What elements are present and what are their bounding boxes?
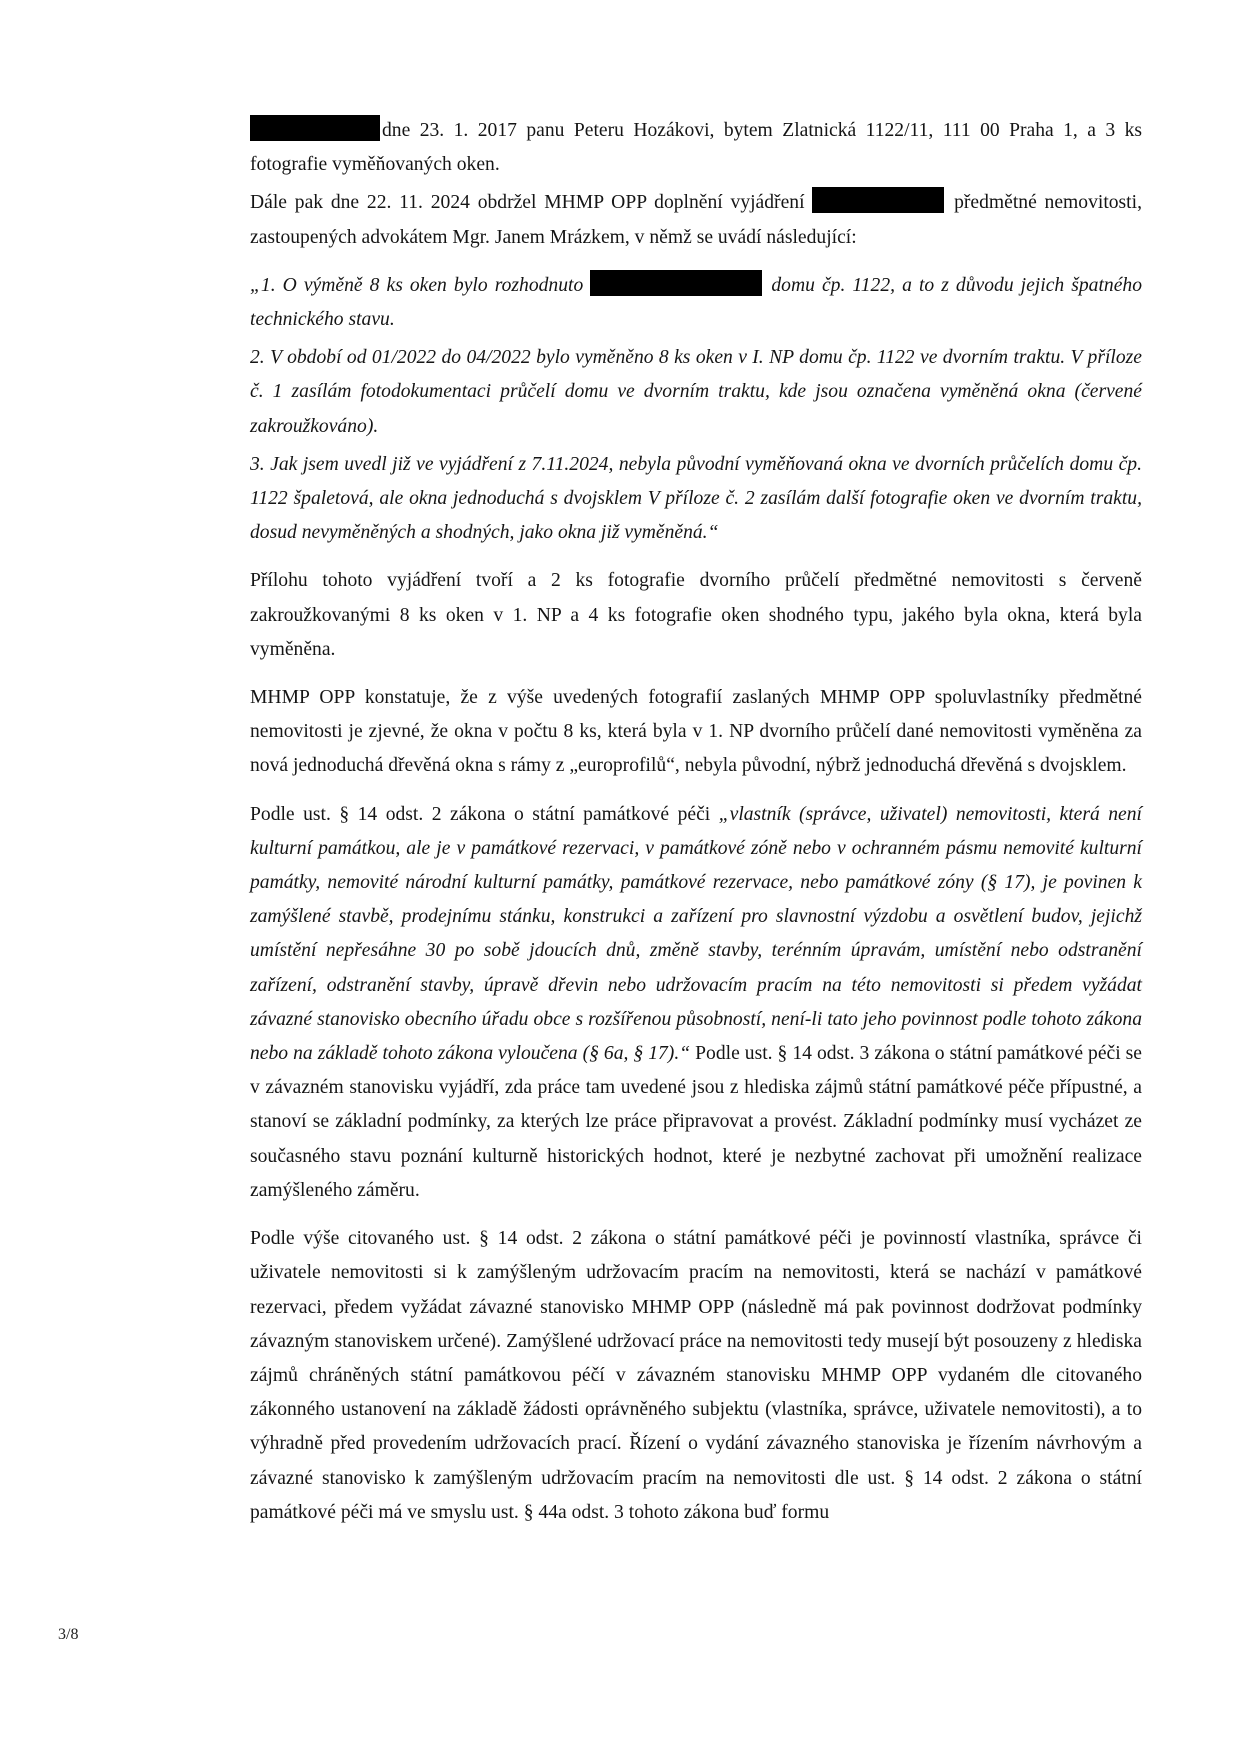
legal-quote: „vlastník (správce, uživatel) nemovitosti, která není kulturní památkou, ale je v památkové rezervaci, v památkové zóně nebo v ochranném pásmu nemovité kulturní památky, nemovité národní kulturní památky, památkové rezervace, nebo památkové zóny (§ 17), je povinen k zamýšlené stavbě, prodejnímu stánku, konstrukci a zařízení pro slavnostní výzdobu a osvětlení budov, jejichž umístění nepřesáhne 30 po sobě jdoucích dnů, změně stavby, terénním úpravám, umístění nebo odstranění zařízení, odstranění stavby, úpravě dřevin nebo udržovacím pracím na této nemovitosti si předem vyžádat závazné stanovisko obecního úřadu obce s rozšířenou působností, není-li tato jeho povinnost podle tohoto zákona nebo na základě tohoto zákona vyloučena (§ 6a, § 17).“: [250, 803, 1142, 1065]
paragraph-text: Podle ust. § 14 odst. 2 zákona o státní památkové péči: [250, 803, 711, 825]
redaction-block: [812, 187, 944, 213]
body-text: [250, 114, 1142, 1544]
paragraph-text: Podle ust. § 14 odst. 3 zákona o státní památkové péči se v závazném stanovisku vyjádří, zda práce tam uvedené jsou z hlediska zájmů státní památkové péče přípustné, a stanoví se základní podmínky, za kterých lze práce připravovat a provést. Základní podmínky musí vycházet ze současného stavu poznání kulturně historických hodnot, které je nezbytné zachovat při umožnění realizace zamýšleného záměru.: [250, 1043, 1142, 1201]
paragraph-supplement-statement: [250, 186, 1142, 254]
quote-item-1: [250, 269, 1142, 337]
paragraph-attachment: Přílohu tohoto vyjádření tvoří a 2 ks fotografie dvorního průčelí předmětné nemovitosti s červeně zakroužkovanými 8 ks oken v 1. NP a 4 ks fotografie oken shodného typu, jakého byla okna, která byla vyměněna.: [250, 570, 1142, 660]
paragraph-legal-basis: [250, 798, 1142, 1208]
quote-text: „1. O výměně 8 ks oken bylo rozhodnuto: [250, 274, 584, 296]
quote-item-3: 3. Jak jsem uvedl již ve vyjádření z 7.11.2024, nebyla původní vyměňovaná okna ve dvorních průčelích domu čp. 1122 špaletová, ale okna jednoduchá s dvojsklem V příloze č. 2 zasílám další fotografie oken ve dvorním traktu, dosud nevyměněných a shodných, jako okna již vyměněná.“: [250, 453, 1142, 544]
quote-text: domu čp. 1122, a to z důvodu jejich špatného technického stavu.: [250, 274, 1142, 331]
quote-item-2: 2. V období od 01/2022 do 04/2022 bylo vyměněno 8 ks oken v I. NP domu čp. 1122 ve dvorním traktu. V příloze č. 1 zasílám fotodokumentaci průčelí domu ve dvorním traktu, kde jsou označena vyměněná okna (červené zakroužkováno).: [250, 347, 1142, 437]
redaction-block: [250, 115, 380, 141]
paragraph-text: předmětné nemovitosti, zastoupených advokátem Mgr. Janem Mrázkem, v němž se uvádí následující:: [250, 192, 1142, 248]
paragraph-text: dne 23. 1. 2017 panu Peteru Hozákovi, bytem Zlatnická 1122/11, 111 00 Praha 1, a 3 ks fotografie vyměňovaných oken.: [250, 120, 1142, 176]
paragraph-letter-reference: [250, 114, 1142, 182]
paragraph-obligation: Podle výše citovaného ust. § 14 odst. 2 zákona o státní památkové péči je povinností vlastníka, správce či uživatele nemovitosti si k zamýšleným udržovacím pracím na nemovitosti, která se nachází v památkové rezervaci, předem vyžádat závazné stanovisko MHMP OPP (následně má pak povinnost dodržovat podmínky závazným stanoviskem určené). Zamýšlené udržovací práce na nemovitosti tedy musejí být posouzeny z hlediska zájmů chráněných státní památkovou péčí v závazném stanovisku MHMP OPP vydaném dle citovaného zákonného ustanovení na základě žádosti oprávněného subjektu (vlastníka, správce, uživatele nemovitosti), a to výhradně před provedením udržovacích prací. Řízení o vydání závazného stanoviska je řízením návrhovým a závazné stanovisko k zamýšleným udržovacím pracím na nemovitosti dle ust. § 14 odst. 2 zákona o státní památkové péči má ve smyslu ust. § 44a odst. 3 tohoto zákona buď formu: [250, 1228, 1142, 1523]
page-number: 3/8: [58, 1626, 79, 1643]
paragraph-text: Dále pak dne 22. 11. 2024 obdržel MHMP OPP doplnění vyjádření: [250, 192, 805, 214]
paragraph-conclusion: MHMP OPP konstatuje, že z výše uvedených fotografií zaslaných MHMP OPP spoluvlastníky předmětné nemovitosti je zjevné, že okna v počtu 8 ks, která byla v 1. NP dvorního průčelí dané nemovitosti vyměněna za nová jednoduchá dřevěná okna s rámy z „europrofilů“, nebyla původní, nýbrž jednoduchá dřevěná s dvojsklem.: [250, 687, 1142, 777]
redaction-block: [590, 270, 762, 296]
